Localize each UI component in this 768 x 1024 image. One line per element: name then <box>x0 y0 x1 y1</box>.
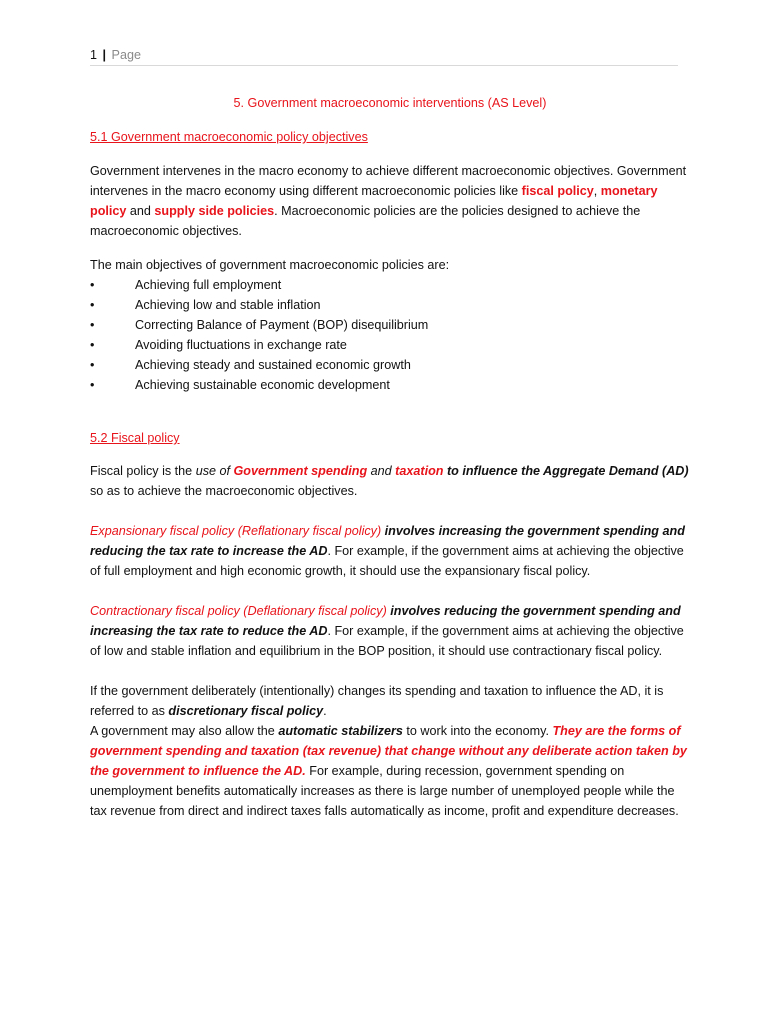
intro-text: Government intervenes in the macro economy to achieve different macroeconomic objectives. Government intervenes in the macro economy using different macroeconomic policies like <box>90 164 687 198</box>
def-text: Fiscal policy is the <box>90 464 196 478</box>
list-item <box>90 315 690 335</box>
intro-comma: , <box>593 184 598 198</box>
list-item-text: Achieving steady and sustained economic growth <box>135 358 411 372</box>
contractionary-paragraph <box>90 601 690 661</box>
def-and: and <box>367 464 396 478</box>
intro-paragraph <box>90 161 690 241</box>
discretionary-text: If the government deliberately (intentionally) changes its spending and taxation to influence the AD, it is referred to as <box>90 684 664 718</box>
fiscal-policy-term: fiscal policy <box>521 184 594 198</box>
automatic-stabilizers-term: automatic stabilizers <box>278 724 403 738</box>
page-label: Page <box>111 48 141 62</box>
list-item-text: Achieving full employment <box>135 278 282 292</box>
document-body <box>90 93 690 821</box>
gov-spending-term: Government spending <box>233 464 368 478</box>
automatic-text-2: to work into the economy. <box>402 724 553 738</box>
expansionary-text: . For example, if the government aims at achieving the objective of full employment and high economic growth, it should use the expansionary fiscal policy. <box>90 544 684 578</box>
automatic-stabilizers-paragraph <box>90 721 690 821</box>
section-heading-objectives: 5.1 Government macroeconomic policy objectives <box>90 130 368 144</box>
bullet-icon: • <box>90 298 95 312</box>
objectives-list <box>90 275 690 395</box>
list-item <box>90 295 690 315</box>
intro-text-end: . Macroeconomic policies are the policies designed to achieve the macroeconomic objectives. <box>90 204 641 238</box>
document-title: 5. Government macroeconomic interventions (AS Level) <box>233 96 547 110</box>
discretionary-paragraph <box>90 681 690 721</box>
list-item-text: Correcting Balance of Payment (BOP) disequilibrium <box>135 318 429 332</box>
contractionary-def: involves reducing the government spending and increasing the tax rate to reduce the AD <box>90 604 681 638</box>
bullet-icon: • <box>90 378 95 392</box>
list-item <box>90 355 690 375</box>
supply-side-term: supply side policies <box>154 204 275 218</box>
expansionary-def: involves increasing the government spending and reducing the tax rate to increase the AD <box>90 524 685 558</box>
list-item <box>90 375 690 395</box>
def-influence: to influence the Aggregate Demand (AD) <box>443 464 689 478</box>
expansionary-paragraph <box>90 521 690 581</box>
monetary-policy-term: monetary policy <box>90 184 658 218</box>
def-use-of: use of <box>195 464 234 478</box>
bullet-icon: • <box>90 338 95 352</box>
list-item <box>90 275 690 295</box>
taxation-term: taxation <box>395 464 444 478</box>
section-heading-fiscal: 5.2 Fiscal policy <box>90 431 180 445</box>
fiscal-definition <box>90 461 690 501</box>
objectives-intro: The main objectives of government macroeconomic policies are: <box>90 258 450 272</box>
automatic-text-3: For example, during recession, government spending on unemployment benefits automatically increases as there is large number of unemployed people while the tax revenue from direct and indirect taxes falls automatically as income, profit and expenditure decreases. <box>90 764 679 818</box>
automatic-stabilizers-definition: They are the forms of government spending and taxation (tax revenue) that change without any deliberate action taken by the government to influence the AD. <box>90 724 687 778</box>
discretionary-text-end: . <box>323 704 327 718</box>
automatic-text: A government may also allow the <box>90 724 279 738</box>
list-item <box>90 335 690 355</box>
page-number: 1 <box>90 48 98 62</box>
contractionary-text: . For example, if the government aims at achieving the objective of low and stable inflation and equilibrium in the BOP position, it should use contractionary fiscal policy. <box>90 624 684 658</box>
list-item-text: Achieving low and stable inflation <box>135 298 321 312</box>
page-header <box>90 47 678 66</box>
contractionary-term: Contractionary fiscal policy (Deflationary fiscal policy) <box>90 604 387 618</box>
bullet-icon: • <box>90 318 95 332</box>
intro-and: and <box>126 204 155 218</box>
expansionary-term: Expansionary fiscal policy (Reflationary fiscal policy) <box>90 524 382 538</box>
header-separator: | <box>102 48 107 62</box>
bullet-icon: • <box>90 358 95 372</box>
discretionary-term: discretionary fiscal policy <box>168 704 324 718</box>
list-item-text: Avoiding fluctuations in exchange rate <box>135 338 347 352</box>
list-item-text: Achieving sustainable economic development <box>135 378 390 392</box>
bullet-icon: • <box>90 278 95 292</box>
def-text-end: so as to achieve the macroeconomic objectives. <box>90 484 358 498</box>
